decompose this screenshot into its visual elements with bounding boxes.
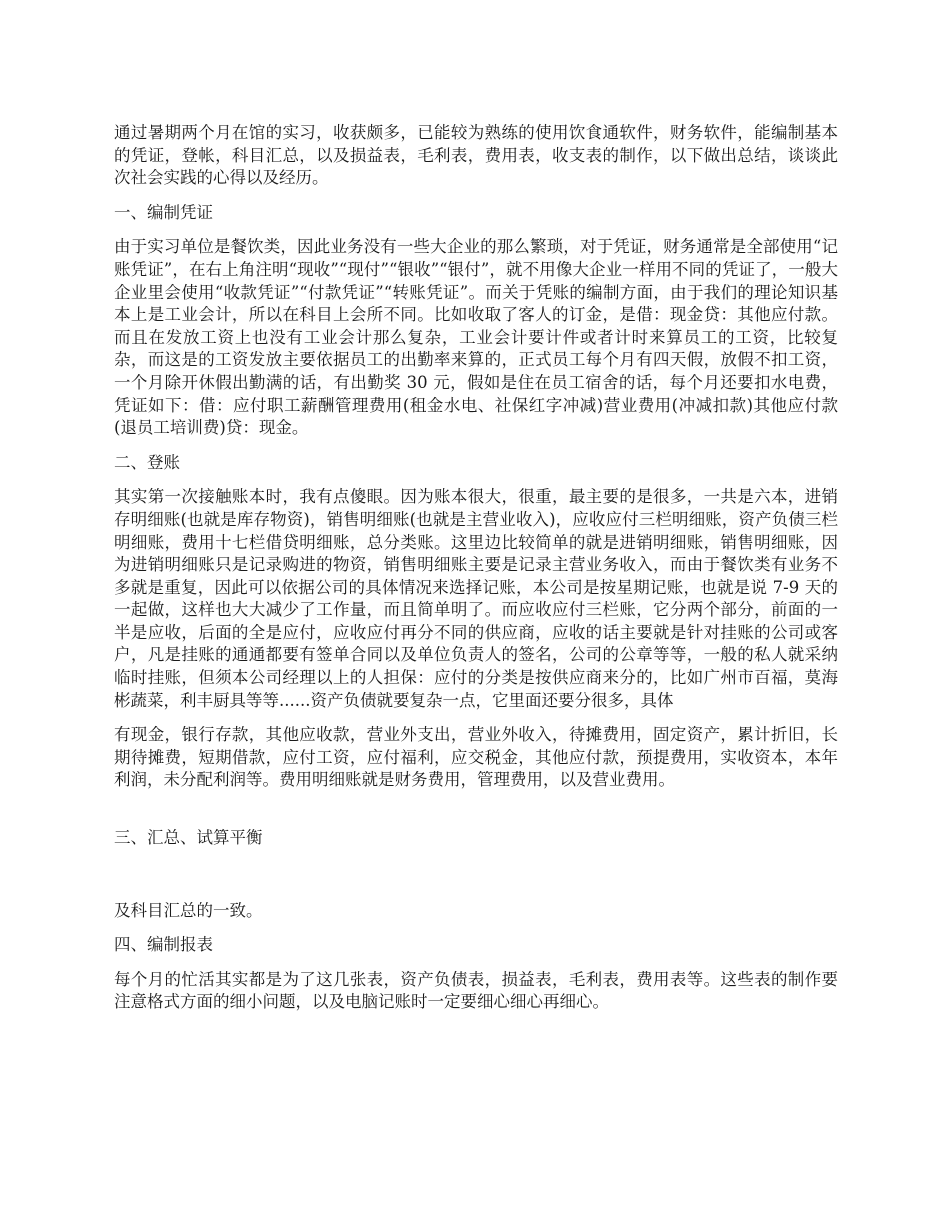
section-body-reports: 每个月的忙活其实都是为了这几张表，资产负债表，损益表，毛利表，费用表等。这些表的制作要注意格式方面的细小问题，以及电脑记账时一定要细心细心再细心。: [114, 969, 838, 1012]
section-body-summary: 及科目汇总的一致。: [114, 900, 263, 920]
intro-paragraph: 通过暑期两个月在馆的实习，收获颇多，已能较为熟练的使用饮食通软件，财务软件，能编制基本的凭证，登帐，科目汇总，以及损益表，毛利表，费用表，收支表的制作，以下做出总结，谈谈此次社会实践的心得以及经历。: [114, 123, 838, 188]
section-heading-voucher: 一、编制凭证: [114, 202, 213, 222]
section-body-voucher: 由于实习单位是餐饮类，因此业务没有一些大企业的那么繁琐，对于凭证，财务通常是全部使用“记账凭证”，在右上角注明“现收”“现付”“银收”“银付”，就不用像大企业一样用不同的凭证了，一般大企业里会使用“收款凭证”“付款凭证”“转账凭证”。而关于凭账的编制方面，由于我们的理论知识基本上是工业会计，所以在科目上会所不同。比如收取了客人的订金，是借：现金贷：其他应付款。而且在发放工资上也没有工业会计那么复杂，工业会计要计件或者计时来算员工的工资，比较复杂，而这是的工资发放主要依据员工的出勤率来算的，正式员工每个月有四天假，放假不扣工资，一个月除开休假出勤满的话，有出勤奖 30 元，假如是住在员工宿舍的话，每个月还要扣水电费，凭证如下：借：应付职工薪酬管理费用(租金水电、社保红字冲减)营业费用(冲减扣款)其他应付款(退员工培训费)贷：现金。: [114, 237, 838, 438]
section-body-ledger: 其实第一次接触账本时，我有点傻眼。因为账本很大，很重，最主要的是很多，一共是六本，进销存明细账(也就是库存物资)，销售明细账(也就是主营业收入)，应收应付三栏明细账，资产负债三栏明细账，费用十七栏借贷明细账，总分类账。这里边比较简单的就是进销明细账，销售明细账，因为进销明细账只是记录购进的物资，销售明细账主要是记录主营业务收入，而由于餐饮类有业务不多就是重复，因此可以依据公司的具体情况来选择记账，本公司是按星期记账，也就是说 7-9 天的一起做，这样也大大减少了工作量，而且简单明了。而应收应付三栏账，它分两个部分，前面的一半是应收，后面的全是应付，应收应付再分不同的供应商，应收的话主要就是针对挂账的公司或客户，凡是挂账的通通都要有签单合同以及单位负责人的签名，公司的公章等等，一般的私人就采纳临时挂账，但须本公司经理以上的人担保：应付的分类是按供应商来分的，比如广州市百福，莫海彬蔬菜，利丰厨具等等......资产负债就要复杂一点，它里面还要分很多，具体: [114, 487, 838, 710]
section-heading-reports: 四、编制报表: [114, 935, 213, 955]
section-heading-summary: 三、汇总、试算平衡: [114, 828, 263, 848]
section-body-ledger-continued: 有现金，银行存款，其他应收款，营业外支出，营业外收入，待摊费用，固定资产，累计折旧，长期待摊费，短期借款，应付工资，应付福利，应交税金，其他应付款，预提费用，实收资本，本年利润，未分配利润等。费用明细账就是财务费用，管理费用，以及营业费用。: [114, 725, 838, 790]
section-heading-ledger: 二、登账: [114, 452, 180, 472]
